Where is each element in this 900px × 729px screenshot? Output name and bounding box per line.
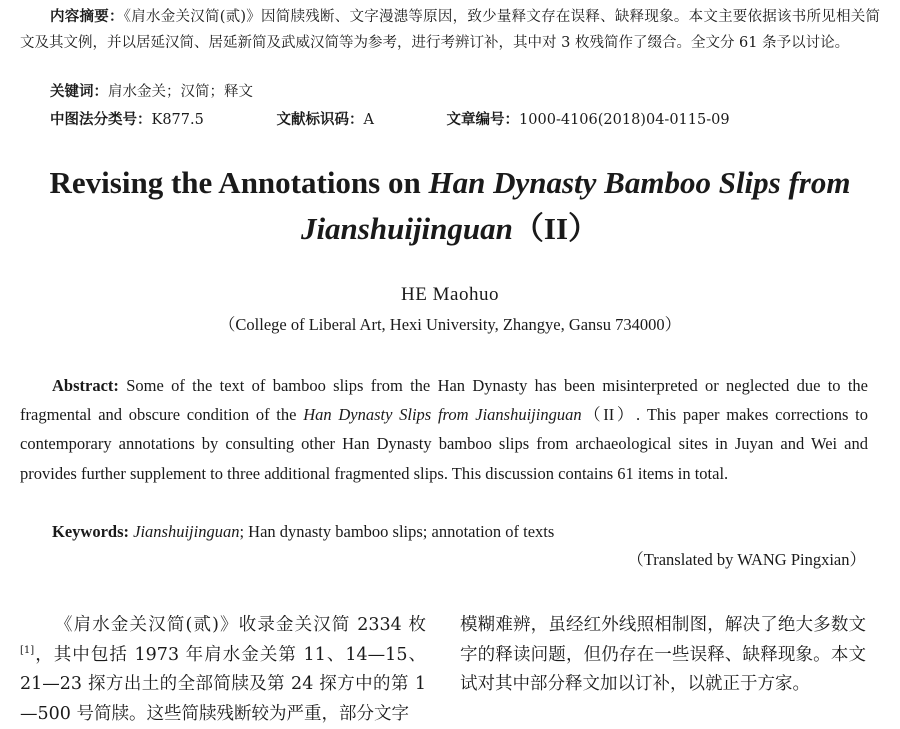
keywords-italic: Jianshuijinguan — [129, 522, 240, 541]
body-column-right — [460, 611, 866, 700]
author-affiliation: （College of Liberal Art, Hexi University, Zhangye, Gansu 734000） — [218, 315, 682, 334]
article-no-label: 文章编号： — [446, 111, 520, 128]
keywords-text: ; Han dynasty bamboo slips; annotation of texts — [239, 522, 555, 541]
clc-value: K877.5 — [151, 112, 204, 128]
abstract-italic-title: Han Dynasty Slips from Jianshuijinguan — [303, 405, 582, 425]
chinese-abstract — [20, 4, 880, 56]
english-title — [0, 160, 900, 252]
abstract-label: Abstract: — [52, 376, 119, 395]
abstract-text-2: （II）. This paper makes corrections to contemporary annotations by consulting other Han Dynasty bamboo slips from archaeological sites in Juyan and Wei and provides further supplement to three additional fragmented slips. This discussion contains 61 items in total. — [20, 405, 868, 483]
body-column-left — [20, 611, 426, 729]
doc-code-value: A — [363, 112, 374, 128]
clc-label: 中图法分类号： — [50, 111, 152, 128]
body-left-text-1: 《肩水金关汉简(贰)》收录金关汉简 2334 枚 — [55, 615, 426, 635]
doc-code-label: 文献标识码： — [276, 111, 364, 128]
clc-field — [50, 112, 238, 128]
author-name: HE Maohuo — [401, 284, 499, 305]
body-left-text-2: ，其中包括 1973 年肩水金关第 11、14—15、21—23 探方出土的全部简牍及第 24 探方中的第 1—500 号简牍。这些简牍残断较为严重，部分文字 — [20, 644, 426, 724]
reference-marker[interactable]: [1] — [20, 644, 35, 656]
title-part1: Revising the Annotations on — [49, 165, 429, 200]
keywords-label: Keywords: — [52, 522, 129, 541]
english-abstract — [20, 371, 868, 488]
chinese-abstract-label: 内容摘要： — [50, 8, 124, 25]
chinese-keywords-label: 关键词： — [50, 83, 108, 100]
chinese-abstract-text: 《肩水金关汉简(贰)》因简牍残断、文字漫漶等原因，致少量释文存在误释、缺释现象。本文主要依据该书所见相关简文及其文例，并以居延汉简、居延新简及武威汉简等为参考，进行考辨订补，其中对 3 枚残简作了缀合。全文分 61 条予以讨论。 — [20, 9, 881, 51]
title-italic: Han Dynasty Bamboo Slips from Jianshuijinguan — [300, 165, 851, 246]
article-no-field — [447, 112, 764, 128]
article-no-value: 1000-4106(2018)04-0115-09 — [519, 112, 730, 128]
body-right-text: 模糊难辨，虽经红外线照相制图，解决了绝大多数文字的释读问题，但仍存在一些误释、缺释现象。本文试对其中部分释文加以订补，以就正于方家。 — [460, 615, 866, 694]
title-part3: （II） — [512, 211, 600, 246]
classification-line — [50, 108, 798, 132]
doc-code-field — [276, 112, 407, 128]
chinese-keywords-text: 肩水金关；汉简；释文 — [108, 84, 253, 100]
translator-credit: （Translated by WANG Pingxian） — [627, 550, 866, 569]
chinese-keywords — [50, 80, 253, 104]
english-keywords — [52, 518, 554, 546]
abstract-text-1: Some of the text of bamboo slips from the Han Dynasty has been misinterpreted or neglected due to the fragmental and obscure condition of the — [20, 376, 868, 425]
